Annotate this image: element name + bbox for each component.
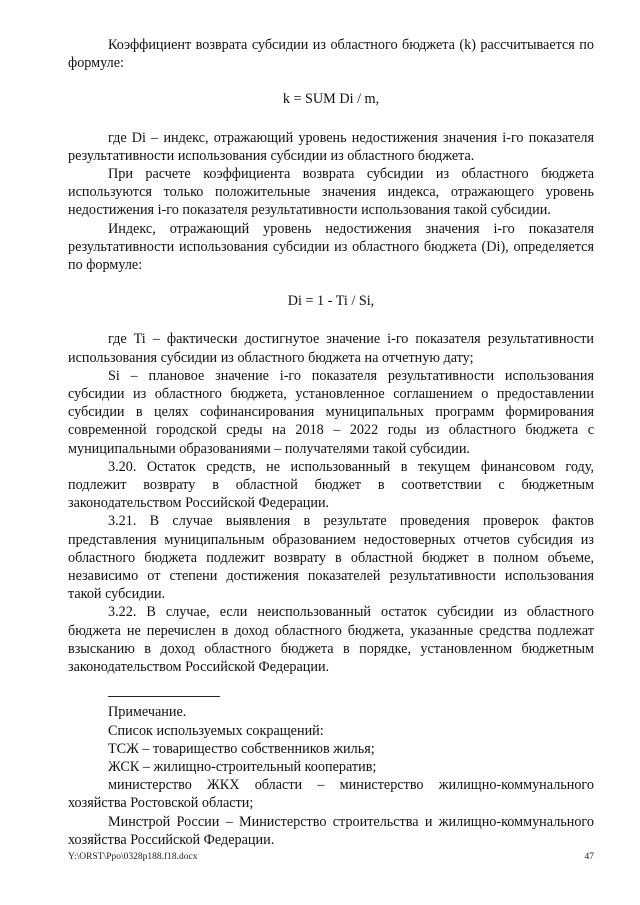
page-number: 47 (584, 852, 594, 862)
paragraph-coefficient-intro: Коэффициент возврата субсидии из областного бюджета (k) рассчитывается по формуле: (68, 37, 594, 72)
formula-k: k = SUM Di / m, (282, 91, 380, 108)
note-ministry-zhkh: министерство ЖКХ области – министерство жилищно-коммунального хозяйства Ростовской области; (68, 777, 594, 812)
paragraph-positive-values: При расчете коэффициента возврата субсидии из областного бюджета используются только положительные значения индекса, отражающего уровень недостижения i-го показателя результативности использования такой субсидии. (68, 166, 594, 219)
paragraph-3-20: 3.20. Остаток средств, не использованный в текущем финансовом году, подлежит возврату в областной бюджет в соответствии с бюджетным законодательством Российской Федерации. (68, 458, 594, 512)
document-body (68, 36, 594, 849)
paragraph-3-21: 3.21. В случае выявления в результате проведения проверок фактов представления муниципальным образованием недостоверных отчетов субсидия из областного бюджета подлежит возврату в областной бюджет в полном объеме, независимо от степени достижения показателей результативности использования такой субсидии. (68, 513, 594, 603)
note-title: Примечание. (108, 704, 187, 721)
note-minstroy: Минстрой России – Министерство строительства и жилищно-коммунального хозяйства Российской Федерации. (68, 813, 594, 848)
paragraph-3-22: 3.22. В случае, если неиспользованный остаток субсидии из областного бюджета не перечислен в доход областного бюджета, указанные средства подлежат взысканию в доход областного бюджета в порядке, установленном бюджетным законодательством Российской Федерации. (68, 604, 594, 676)
paragraph-index-intro: Индекс, отражающий уровень недостижения значения i-го показателя результативности использования субсидии из областного бюджета (Di), определяется по формуле: (68, 220, 594, 274)
formula-di: Di = 1 - Ti / Si, (287, 293, 375, 310)
file-path: Y:\ORST\Ppo\0328p188.f18.docx (68, 852, 198, 862)
footnote-separator (108, 696, 220, 697)
paragraph-si-definition: Si – плановое значение i-го показателя результативности использования субсидии из областного бюджета, установленное соглашением о предоставлении субсидии в целях софинансирования муниципальных программ формирования современной городской среды на 2018 – 2022 годы из областного бюджета с муниципальными образованиями – получателями такой субсидии. (68, 367, 594, 457)
note-tszh: ТСЖ – товарищество собственников жилья; (108, 740, 375, 757)
note-abbreviations-heading: Список используемых сокращений: (108, 722, 324, 739)
paragraph-di-definition: где Di – индекс, отражающий уровень недостижения значения i-го показателя результативности использования субсидии из областного бюджета. (68, 129, 594, 164)
note-zhsk: ЖСК – жилищно-строительный кооператив; (108, 758, 377, 775)
paragraph-ti-definition: где Ti – фактически достигнутое значение i-го показателя результативности использования субсидии из областного бюджета на отчетную дату; (68, 331, 594, 366)
